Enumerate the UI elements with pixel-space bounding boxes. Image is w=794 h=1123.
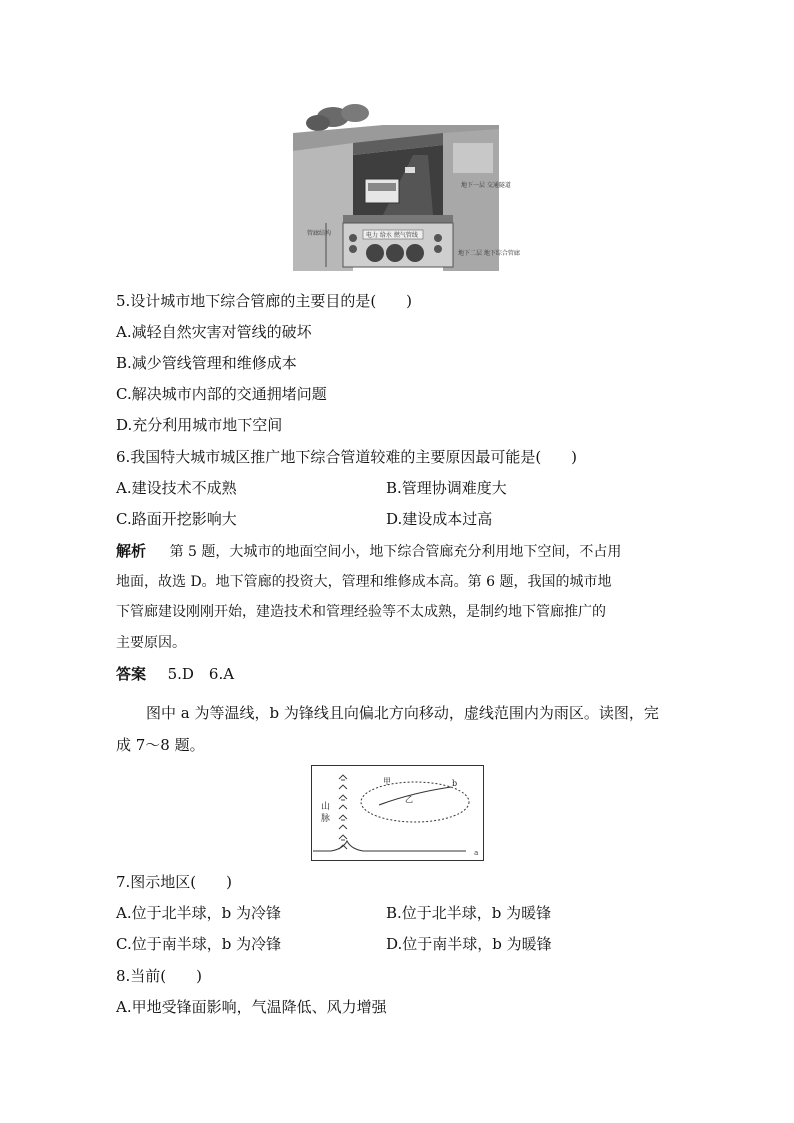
q8-stem: 8.当前( ) [116, 967, 203, 985]
q5-option-c: C.解决城市内部的交通拥堵问题 [116, 385, 327, 403]
q7-option-a: A.位于北半球，b 为冷锋 [116, 904, 281, 922]
answer-line [116, 664, 234, 684]
left-structure-label: 管廊结构 [307, 230, 332, 237]
q7-stem: 7.图示地区( ) [116, 873, 233, 891]
label-yi: 乙 [405, 795, 413, 804]
answer-text: 5.D 6.A [167, 665, 235, 683]
analysis-text-1: 第 5 题，大城市的地面空间小，地下综合管廊充分利用地下空间，不占用 [169, 544, 622, 560]
right-bottom-label: 地下二层 地下综合管廊 [458, 250, 520, 257]
utility-tunnel-drawing [293, 103, 520, 271]
label-a: a [474, 849, 479, 857]
mountain-label-1: 山 [321, 802, 331, 812]
analysis-line-2: 地面，故选 D。地下管廊的投资大，管理和维修成本高。第 6 题，我国的城市地 [116, 574, 612, 590]
q6-option-c: C.路面开挖影响大 [116, 510, 237, 528]
answer-label: 答案 [116, 665, 147, 683]
intro-line-1: 图中 a 为等温线，b 为锋线且向偏北方向移动，虚线范围内为雨区。读图，完 [146, 704, 659, 722]
q5-option-a: A.减轻自然灾害对管线的破坏 [116, 323, 312, 341]
q5-stem: 5.设计城市地下综合管廊的主要目的是( ) [116, 292, 413, 310]
analysis-line-3: 下管廊建设刚刚开始，建造技术和管理经验等不太成熟，是制约地下管廊推广的 [116, 604, 606, 620]
q6-option-b: B.管理协调难度大 [386, 479, 507, 497]
q6-option-a: A.建设技术不成熟 [116, 479, 237, 497]
front-diagram [311, 765, 484, 861]
front-diagram-drawing [311, 765, 484, 861]
q5-option-b: B.减少管线管理和维修成本 [116, 354, 297, 372]
analysis-line-1 [116, 541, 621, 562]
center-label: 电力 给水 燃气管线 [366, 232, 418, 239]
utility-tunnel-illustration [293, 103, 520, 271]
q7-option-b: B.位于北半球，b 为暖锋 [386, 904, 552, 922]
intro-line-2: 成 7～8 题。 [116, 736, 205, 754]
q5-option-d: D.充分利用城市地下空间 [116, 416, 283, 434]
q6-stem: 6.我国特大城市城区推广地下综合管道较难的主要原因最可能是( ) [116, 448, 578, 466]
q7-option-d: D.位于南半球，b 为暖锋 [386, 935, 552, 953]
analysis-line-4: 主要原因。 [116, 635, 186, 651]
label-jia: 甲 [383, 777, 391, 786]
mountain-label-2: 脉 [321, 814, 331, 824]
label-b: b [452, 779, 458, 788]
q8-option-a: A.甲地受锋面影响，气温降低、风力增强 [116, 998, 387, 1016]
right-top-label: 地下一层 交通隧道 [461, 182, 511, 189]
q7-option-c: C.位于南半球，b 为冷锋 [116, 935, 282, 953]
q6-option-d: D.建设成本过高 [386, 510, 493, 528]
analysis-label: 解析 [116, 542, 147, 560]
